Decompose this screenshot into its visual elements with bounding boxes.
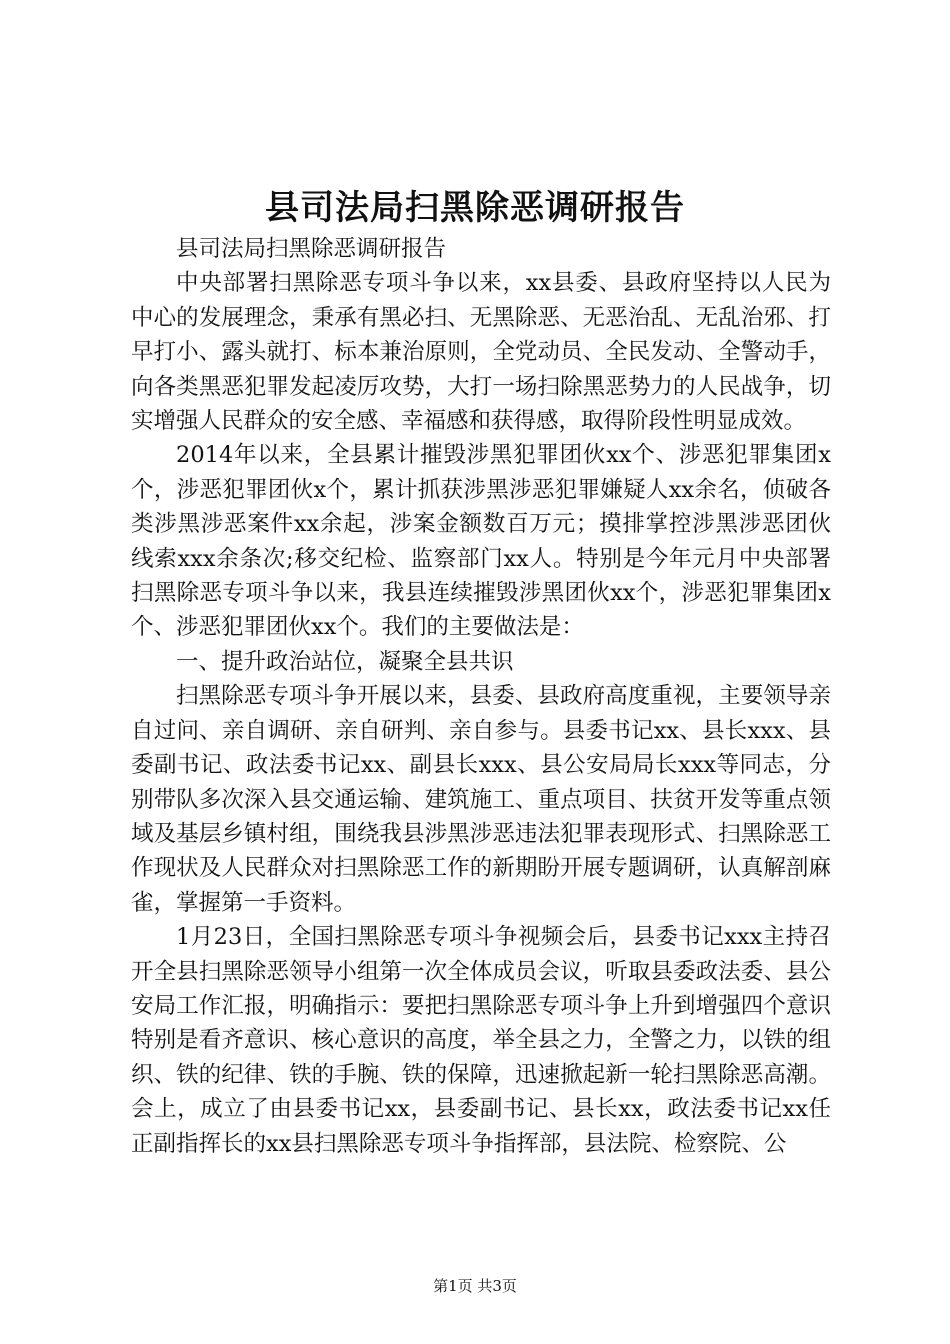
paragraph-leadership: 扫黑除恶专项斗争开展以来，县委、县政府高度重视，主要领导亲自过问、亲自调研、亲自研判、亲自参与。县委书记xx、县长xxx、县委副书记、政法委书记xx、副县长xxx、县公安局局长xxx等同志，分别带队多次深入县交通运输、建筑施工、重点项目、扶贫开发等重点领域及基层乡镇村组，围绕我县涉黑涉恶违法犯罪表现形式、扫黑除恶工作现状及人民群众对扫黑除恶工作的新期盼开展专题调研，认真解剖麻雀，掌握第一手资料。	[131, 683, 831, 916]
paragraph-statistics: 2014年以来，全县累计摧毁涉黑犯罪团伙xx个、涉恶犯罪集团x个，涉恶犯罪团伙x个，累计抓获涉黑涉恶犯罪嫌疑人xx余名，侦破各类涉黑涉恶案件xx余起，涉案金额数百万元；摸排掌控涉黑涉恶团伙线索xxx余条次;移交纪检、监察部门xx人。特别是今年元月中央部署扫黑除恶专项斗争以来，我县连续摧毁涉黑团伙xx个，涉恶犯罪集团x个、涉恶犯罪团伙xx个。我们的主要做法是：	[131, 442, 831, 641]
document-body	[131, 232, 831, 1161]
page-footer: 第1页 共3页	[433, 1277, 517, 1295]
paragraph-subtitle: 县司法局扫黑除恶调研报告	[176, 236, 447, 262]
paragraph-meeting: 1月23日，全国扫黑除恶专项斗争视频会后，县委书记xxx主持召开全县扫黑除恶领导小组第一次全体成员会议，听取县委政法委、县公安局工作汇报，明确指示：要把扫黑除恶专项斗争上升到增强四个意识特别是看齐意识、核心意识的高度，举全县之力，全警之力，以铁的组织、铁的纪律、铁的手腕、铁的保障，迅速掀起新一轮扫黑除恶高潮。会上，成立了由县委书记xx，县委副书记、县长xx，政法委书记xx任正副指挥长的xx县扫黑除恶专项斗争指挥部，县法院、检察院、公	[131, 924, 831, 1157]
document-title: 县司法局扫黑除恶调研报告	[265, 188, 685, 228]
paragraph-intro: 中央部署扫黑除恶专项斗争以来，xx县委、县政府坚持以人民为中心的发展理念，秉承有黑必扫、无黑除恶、无恶治乱、无乱治邪、打早打小、露头就打、标本兼治原则，全党动员、全民发动、全警动手，向各类黑恶犯罪发起凌厉攻势，大打一场扫除黑恶势力的人民战争，切实增强人民群众的安全感、幸福感和获得感，取得阶段性明显成效。	[131, 270, 831, 435]
section-heading-1: 一、提升政治站位，凝聚全县共识	[176, 648, 514, 675]
